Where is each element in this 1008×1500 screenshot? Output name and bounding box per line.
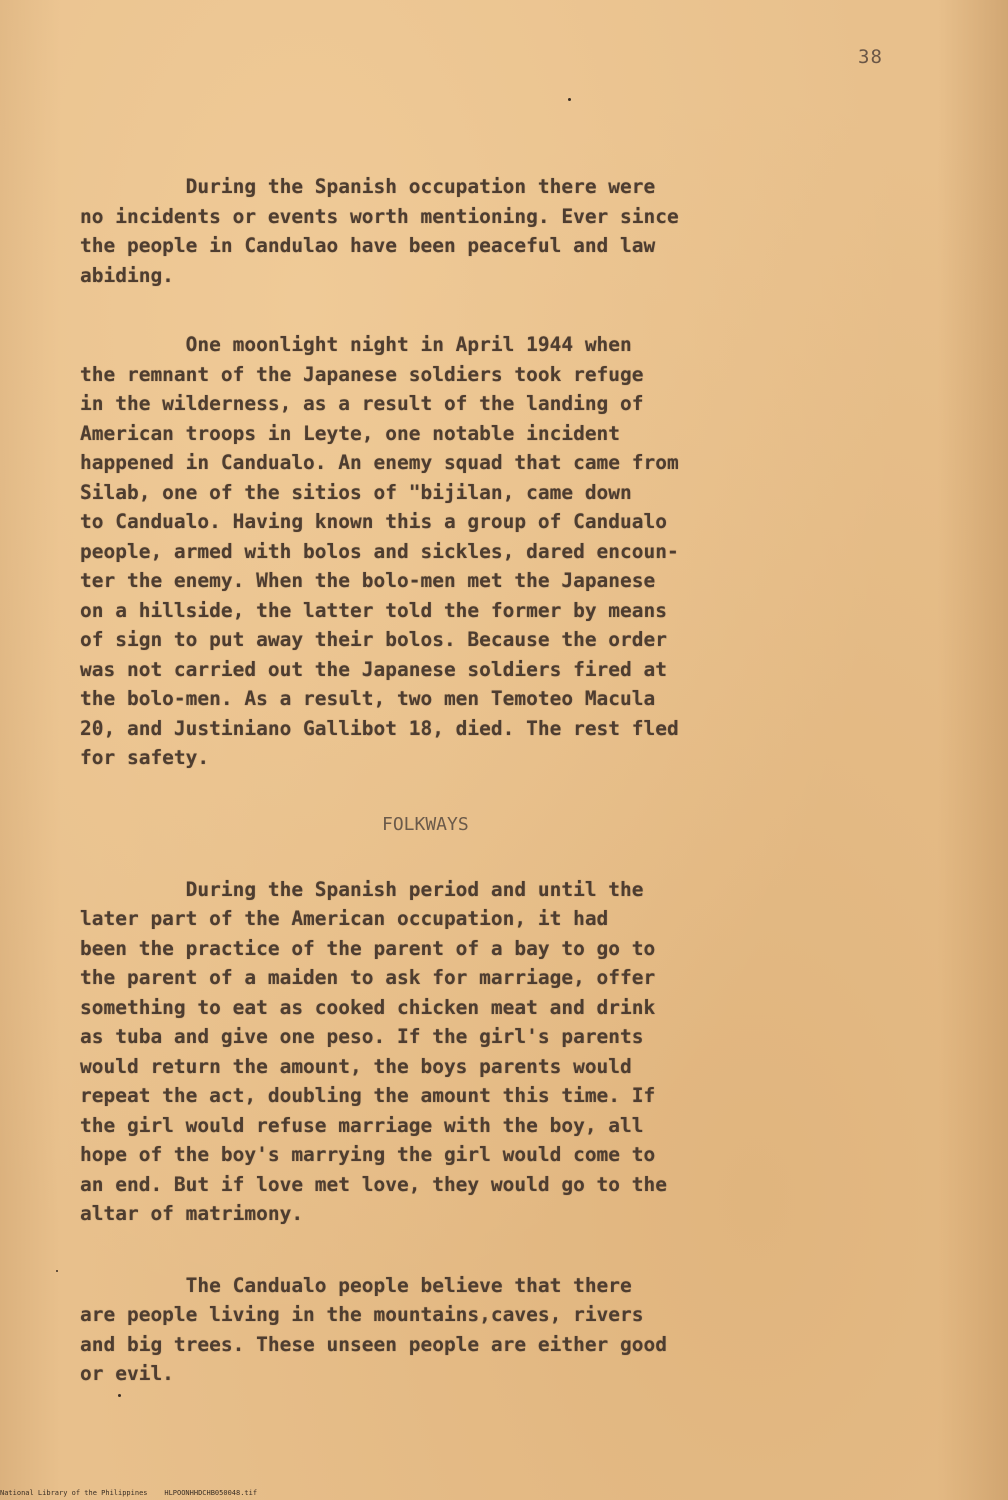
paragraph-marriage-custom: During the Spanish period and until the later part of the American occupation, it had been the practice of the parent of a bay to go to the parent of a maiden to ask for marriage, offer something to eat as cooked chicken meat and drink as tuba and give one peso. If the girl's parents would return the amount, the boys parents would repeat the act, doubling the amount this time. If the girl would refuse marriage with the boy, all hope of the boy's marrying the girl would come to an end. But if love met love, they would go to the altar of matrimony. [80, 877, 667, 1225]
paper-speck [118, 1394, 121, 1397]
paper-speck [568, 98, 571, 101]
typed-document-body [80, 172, 850, 1389]
paper-speck [56, 1270, 58, 1272]
paragraph-unseen-people: The Candualo people believe that there are people living in the mountains,caves, rivers and big trees. These unseen people are either good or evil. [80, 1273, 667, 1385]
paragraph-spanish-occupation: During the Spanish occupation there were no incidents or events worth mentioning. Ever since the people in Candulao have been peaceful and law abiding. [80, 175, 679, 287]
page-number: 38 [858, 46, 883, 68]
archive-footer: National Library of the Philippines HLPOONHHDCHB050048.tif [0, 1489, 258, 1497]
section-heading-folkways: FOLKWAYS [382, 813, 469, 835]
paragraph-japanese-incident: One moonlight night in April 1944 when the remnant of the Japanese soldiers took refuge in the wilderness, as a result of the landing of American troops in Leyte, one notable incident happened in Candualo. An enemy squad that came from Silab, one of the sitios of "bijilan, came down to Candualo. Having known this a group of Candualo people, armed with bolos and sickles, dared encoun- ter the enemy. When the bolo-men met the Japanese on a hillside, the latter told the former by means of sign to put away their bolos. Because the order was not carried out the Japanese soldiers fired at the bolo-men. As a result, two men Temoteo Macula 20, and Justiniano Gallibot 18, died. The rest fled for safety. [80, 333, 679, 769]
